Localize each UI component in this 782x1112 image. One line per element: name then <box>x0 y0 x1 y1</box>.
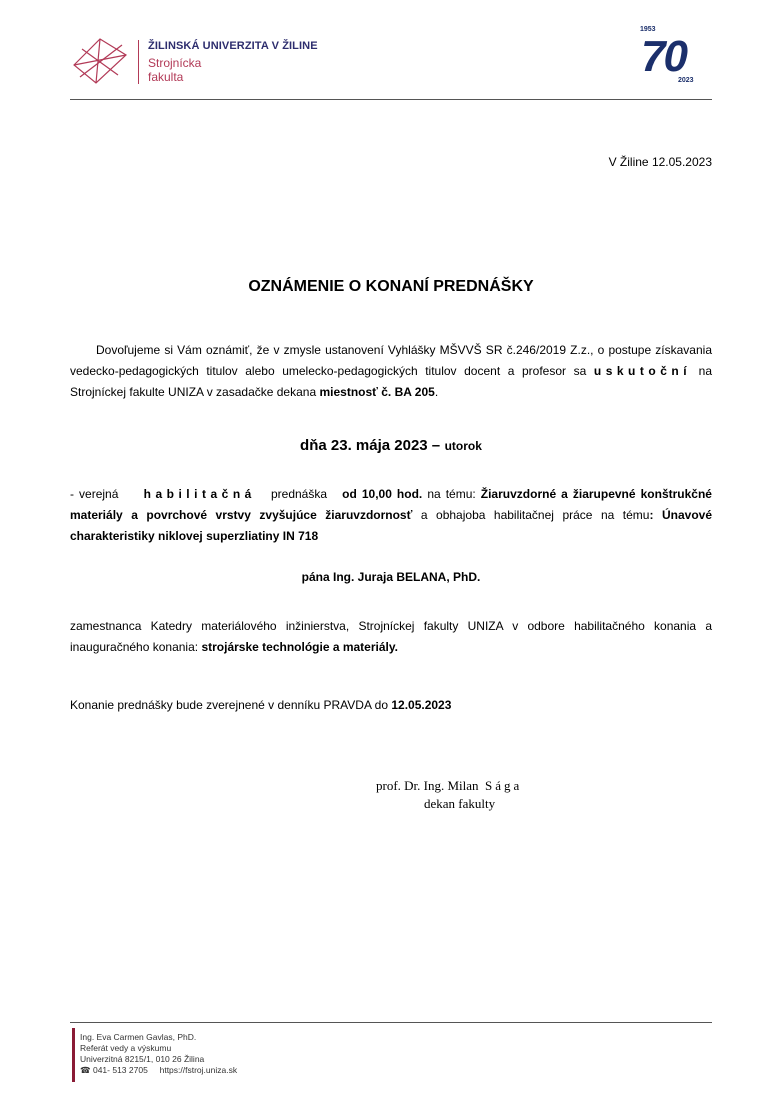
event-date <box>70 437 712 455</box>
faculty-logo-icon <box>70 35 130 87</box>
lecture-text-4: a obhajoba habilitačnej práce na tému <box>420 508 650 522</box>
publication-date: 12.05.2023 <box>391 698 452 712</box>
date-place: V Žiline 12.05.2023 <box>608 155 712 169</box>
study-field: strojárske technológie a materiály. <box>201 640 398 654</box>
intro-spaced-word: uskutoční <box>593 364 692 378</box>
intro-end: . <box>434 385 439 399</box>
lecture-text-2: prednáška <box>270 487 328 501</box>
thesis-topic: : Únavové charakteristiky niklovej superzliatiny IN 718 <box>70 508 712 543</box>
lecture-text-3: na tému: <box>427 487 476 501</box>
candidate-name: pána Ing. Juraja BELANA, PhD. <box>301 570 481 584</box>
university-name: ŽILINSKÁ UNIVERZITA V ŽILINE <box>148 40 318 52</box>
header-rule <box>70 99 712 100</box>
footer-phone: 041- 513 2705 <box>92 1065 148 1075</box>
phone-icon: ☎ <box>80 1065 91 1075</box>
signature-surname: Sága <box>485 778 523 793</box>
signature-name <box>376 778 522 794</box>
publication-text: Konanie prednášky bude zverejnené v denníku PRAVDA do <box>70 698 388 712</box>
signature-role: dekan fakulty <box>424 796 496 811</box>
event-day: utorok <box>444 439 482 453</box>
footer-phone-web <box>80 1065 237 1075</box>
footer-department: Referát vedy a výskumu <box>80 1043 172 1053</box>
lecture-spaced-word: habilitačná <box>143 487 256 501</box>
faculty-name-line1: Strojnícka <box>148 56 202 70</box>
signature-prefix: prof. Dr. Ing. Milan <box>376 778 479 793</box>
intro-text: Dovoľujeme si Vám oznámiť, že v zmysle ustanovení Vyhlášky MŠVVŠ SR č.246/2019 Z.z., o postupe získavania vedecko-pedagogických titulov alebo umelecko-pedagogických titulov docent a profesor sa <box>70 343 712 378</box>
anniversary-end-year: 2023 <box>678 77 694 84</box>
event-date-main: dňa 23. mája 2023 – <box>300 437 441 454</box>
faculty-name-line2: fakulta <box>148 70 184 84</box>
publication-paragraph <box>70 695 712 716</box>
logo-divider <box>138 40 139 84</box>
lecture-paragraph <box>70 484 712 547</box>
lecture-topic: Žiaruvzdorné a žiarupevné konštrukčné materiály a povrchové vrstvy zvyšujúce žiaruvzdornosť <box>70 487 712 522</box>
affiliation-paragraph <box>70 616 712 658</box>
footer-accent-bar <box>72 1028 75 1082</box>
lecture-time: od 10,00 hod. <box>342 487 423 501</box>
room-label: miestnosť č. BA 205 <box>319 385 435 399</box>
anniversary-number: 70 <box>641 32 686 81</box>
anniversary-start-year: 1953 <box>640 26 656 33</box>
page-title: OZNÁMENIE O KONANÍ PREDNÁŠKY <box>248 278 534 295</box>
lecture-text: - verejná <box>70 487 119 501</box>
intro-text-2: na Strojníckej fakulte UNIZA v zasadačke dekana <box>70 364 712 399</box>
affiliation-text: zamestnanca Katedry materiálového inžinierstva, Strojníckej fakulty UNIZA v odbore habilitačného konania a inauguračného konania: <box>70 619 712 654</box>
footer-address: Univerzitná 8215/1, 010 26 Žilina <box>80 1054 205 1064</box>
footer-rule <box>70 1022 712 1023</box>
footer-web-link[interactable]: https://fstroj.uniza.sk <box>159 1065 238 1075</box>
footer-contact-name: Ing. Eva Carmen Gavlas, PhD. <box>80 1032 197 1042</box>
intro-paragraph <box>70 340 712 403</box>
